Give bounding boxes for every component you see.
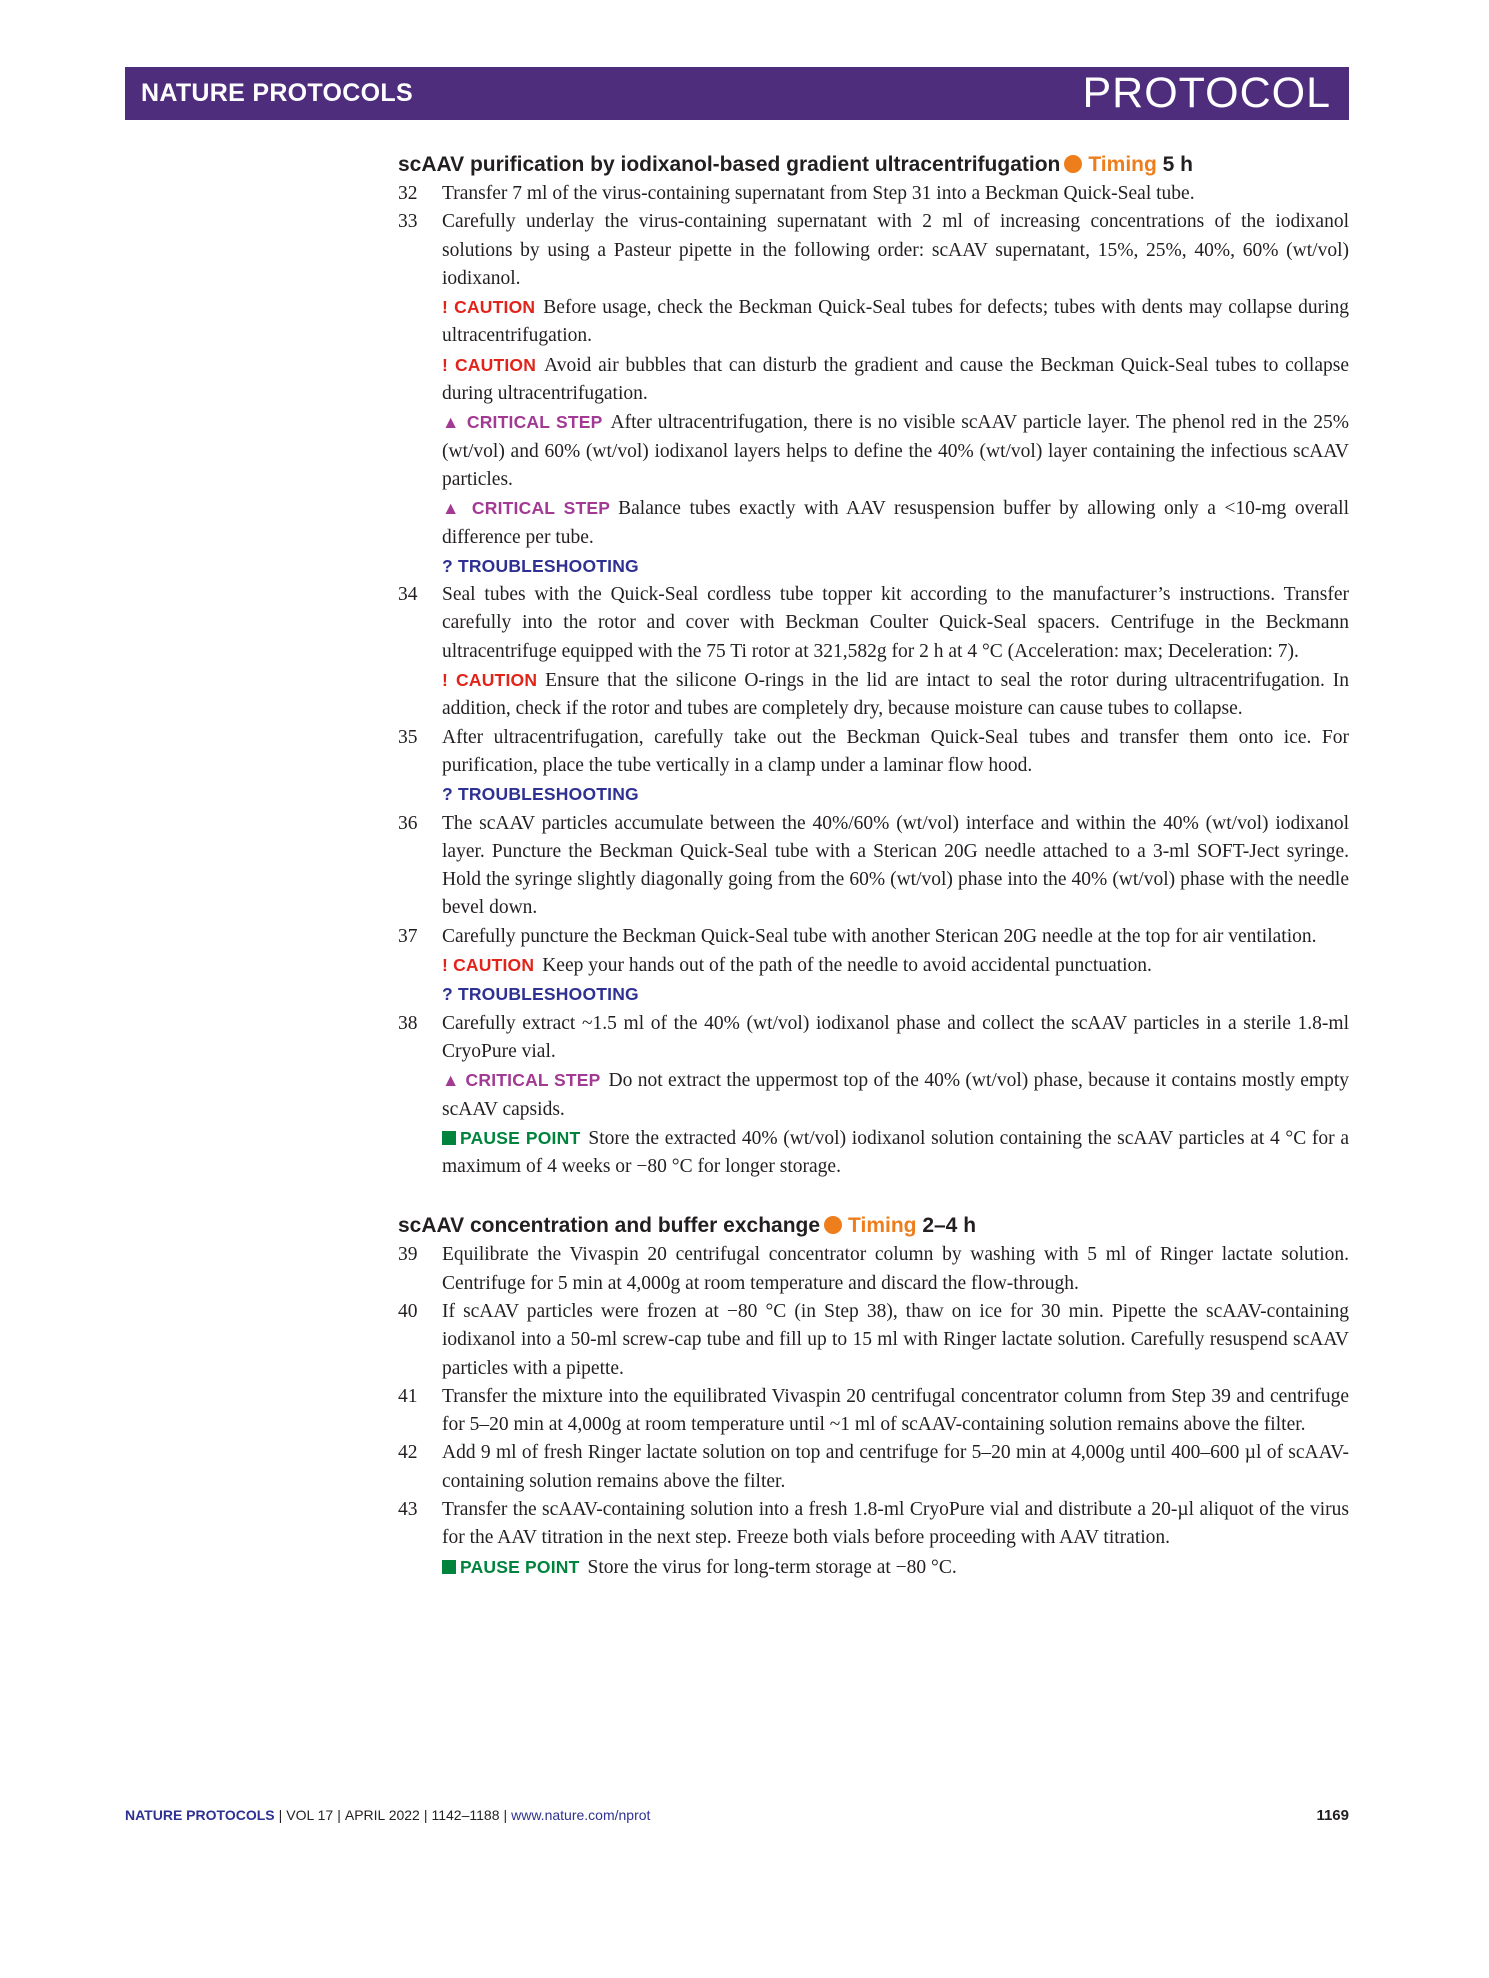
journal-name: NATURE PROTOCOLS [141,79,413,107]
step-number: 38 [398,1012,418,1034]
caution-note [442,951,1349,980]
pause-label: PAUSE POINT [460,1127,581,1148]
timing-value: 2–4 h [922,1214,977,1238]
footer-pages: 1142–1188 [431,1807,500,1823]
caution-label: ! CAUTION [442,955,535,976]
pause-note [442,1124,1349,1182]
procedure-step [398,923,1349,1010]
procedure-step [398,724,1349,810]
step-number: 42 [398,1442,418,1464]
step-body [442,1298,1349,1383]
procedure-step [398,1496,1349,1582]
caution-label: ! CAUTION [442,354,537,375]
procedure-step [398,208,1349,581]
step-text: Transfer the mixture into the equilibrated Vivaspin 20 centrifugal concentrator column from Step 39 and centrifuge for 5–20 min at 4,000g at room temperature until ~1 ml of scAAV-containing solution remains above the filter. [442,1385,1349,1436]
critical-note [442,1066,1349,1124]
procedure-step [398,1383,1349,1440]
trouble-label[interactable]: ? TROUBLESHOOTING [442,784,639,805]
step-body [442,208,1349,581]
article-type: PROTOCOL [1082,69,1331,117]
caution-note [442,293,1349,351]
pause-label: PAUSE POINT [460,1556,580,1577]
trouble-note [442,552,1349,581]
procedure-step [398,810,1349,923]
section-title: scAAV purification by iodixanol-based gradient ultracentrifugation [398,153,1061,176]
section-heading [398,150,1349,180]
step-text: If scAAV particles were frozen at −80 °C (in Step 38), thaw on ice for 30 min. Pipette the scAAV-containing iodixanol into a 50-ml screw-cap tube and fill up to 15 ml with Ringer lactate solution. Carefully resuspend scAAV particles with a pipette. [442,1300,1349,1379]
step-number: 33 [398,211,418,233]
step-body [442,810,1349,923]
caution-label: ! CAUTION [442,297,536,318]
critical-label: ▲ CRITICAL STEP [442,412,603,433]
procedure-step [398,1241,1349,1298]
step-text: Carefully puncture the Beckman Quick-Seal tube with another Sterican 20G needle at the top for air ventilation. [442,925,1317,947]
step-text: Transfer the scAAV-containing solution into a fresh 1.8-ml CryoPure vial and distribute a 20-µl aliquot of the virus for the AAV titration in the next step. Freeze both vials before proceeding with AAV titration. [442,1499,1349,1549]
step-text: Equilibrate the Vivaspin 20 centrifugal concentrator column by washing with 5 ml of Ringer lactate solution. Centrifuge for 5 min at 4,000g at room temperature and discard the flow-through. [442,1244,1349,1294]
step-number: 41 [398,1385,418,1407]
step-text: Add 9 ml of fresh Ringer lactate solution on top and centrifuge for 5–20 min at 4,000g until 400–600 µl of scAAV-containing solution remains above the filter. [442,1442,1349,1492]
footer-volume: VOL 17 [286,1807,334,1823]
critical-label: ▲ CRITICAL STEP [442,1070,601,1091]
caution-text: Ensure that the silicone O-rings in the lid are intact to seal the rotor during ultracentrifugation. In addition, check if the rotor and tubes are completely dry, because moisture can cause tubes to collapse. [442,670,1349,720]
trouble-label[interactable]: ? TROUBLESHOOTING [442,984,639,1005]
step-text: Transfer 7 ml of the virus-containing supernatant from Step 31 into a Beckman Quick-Seal tube. [442,183,1195,204]
step-body [442,923,1349,1010]
procedure-step [398,581,1349,723]
step-text: The scAAV particles accumulate between the 40%/60% (wt/vol) interface and within the 40% (wt/vol) iodixanol layer. Puncture the Beckman Quick-Seal tube with a Sterican 20G needle attached to a 3-ml SOFT-Ject syringe. Hold the syringe slightly diagonally going from the 60% (wt/vol) phase into the 40% (wt/vol) phase with the needle bevel down. [442,812,1349,919]
step-text: Seal tubes with the Quick-Seal cordless tube topper kit according to the manufacturer’s instructions. Transfer carefully into the rotor and cover with Beckman Coulter Quick-Seal spacers. Centrifuge in the Beckmann ultracentrifuge equipped with the 75 Ti rotor at 321,582g for 2 h at 4 °C (Acceleration: max; Deceleration: 7). [442,584,1349,662]
step-number: 40 [398,1300,418,1322]
caution-text: Before usage, check the Beckman Quick-Seal tubes for defects; tubes with dents may collapse during ultracentrifugation. [442,297,1349,347]
pause-note [442,1553,1349,1582]
timing-value: 5 h [1162,153,1193,176]
critical-label: ▲ CRITICAL STEP [442,498,611,519]
pause-text: Store the extracted 40% (wt/vol) iodixanol solution containing the scAAV particles at 4 °C for a maximum of 4 weeks or −80 °C for longer storage. [442,1127,1349,1178]
critical-text: After ultracentrifugation, there is no visible scAAV particle layer. The phenol red in the 25% (wt/vol) and 60% (wt/vol) iodixanol layers helps to define the 40% (wt/vol) layer containing the infectious scAAV particles. [442,412,1349,490]
step-number: 32 [398,183,418,204]
footer-url[interactable]: www.nature.com/nprot [511,1807,651,1823]
step-text: Carefully underlay the virus-containing supernatant with 2 ml of increasing concentrations of the iodixanol solutions by using a Pasteur pipette in the following order: scAAV supernatant, 15%, 25%, 40%, 60% (wt/vol) iodixanol. [442,211,1349,289]
caution-text: Avoid air bubbles that can disturb the gradient and cause the Beckman Quick-Seal tubes to collapse during ultracentrifugation. [442,354,1349,405]
main-content [398,150,1349,1582]
step-text: Carefully extract ~1.5 ml of the 40% (wt/vol) iodixanol phase and collect the scAAV particles in a sterile 1.8-ml CryoPure vial. [442,1012,1349,1062]
timing-label: Timing [848,1214,917,1238]
caution-note [442,351,1349,409]
critical-note [442,494,1349,552]
pause-square-icon [442,1131,456,1145]
step-number: 35 [398,726,418,748]
section-gap [398,1181,1349,1211]
step-number: 43 [398,1499,418,1521]
step-number: 36 [398,812,418,834]
step-number: 37 [398,925,418,947]
critical-note [442,408,1349,494]
caution-label: ! CAUTION [442,670,538,691]
pause-text: Store the virus for long-term storage at −80 °C. [587,1556,957,1578]
section-heading [398,1211,1349,1241]
step-body [442,724,1349,810]
procedure-step [398,1439,1349,1496]
procedure-step [398,1010,1349,1182]
caution-note [442,666,1349,724]
footer-journal: NATURE PROTOCOLS [125,1807,275,1823]
timing-dot-icon [824,1216,842,1234]
header-banner [125,67,1349,120]
pause-square-icon [442,1560,456,1574]
step-number: 39 [398,1244,418,1266]
trouble-note [442,980,1349,1009]
trouble-label[interactable]: ? TROUBLESHOOTING [442,555,639,576]
step-body [442,1496,1349,1582]
page-number: 1169 [1316,1806,1349,1824]
caution-text: Keep your hands out of the path of the needle to avoid accidental punctuation. [542,955,1152,977]
procedure-step [398,180,1349,208]
step-body [442,180,1349,208]
step-body [442,1439,1349,1496]
procedure-step [398,1298,1349,1383]
critical-text: Balance tubes exactly with AAV resuspension buffer by allowing only a <10-mg overall difference per tube. [442,498,1349,548]
step-body [442,1383,1349,1440]
step-body [442,581,1349,723]
step-body [442,1010,1349,1182]
page-footer [125,1803,1349,1827]
step-text: After ultracentrifugation, carefully take out the Beckman Quick-Seal tubes and transfer them onto ice. For purification, place the tube vertically in a clamp under a laminar flow hood. [442,726,1349,776]
footer-citation: NATURE PROTOCOLS | VOL 17 | APRIL 2022 | 1142–1188 | www.nature.com/nprot [125,1807,651,1823]
timing-label: Timing [1088,153,1157,176]
footer-date: APRIL 2022 [344,1807,420,1823]
section-title: scAAV concentration and buffer exchange [398,1214,821,1238]
trouble-note [442,780,1349,809]
step-number: 34 [398,584,418,606]
critical-text: Do not extract the uppermost top of the 40% (wt/vol) phase, because it contains mostly empty scAAV capsids. [442,1070,1350,1120]
timing-dot-icon [1064,155,1082,173]
step-body [442,1241,1349,1298]
